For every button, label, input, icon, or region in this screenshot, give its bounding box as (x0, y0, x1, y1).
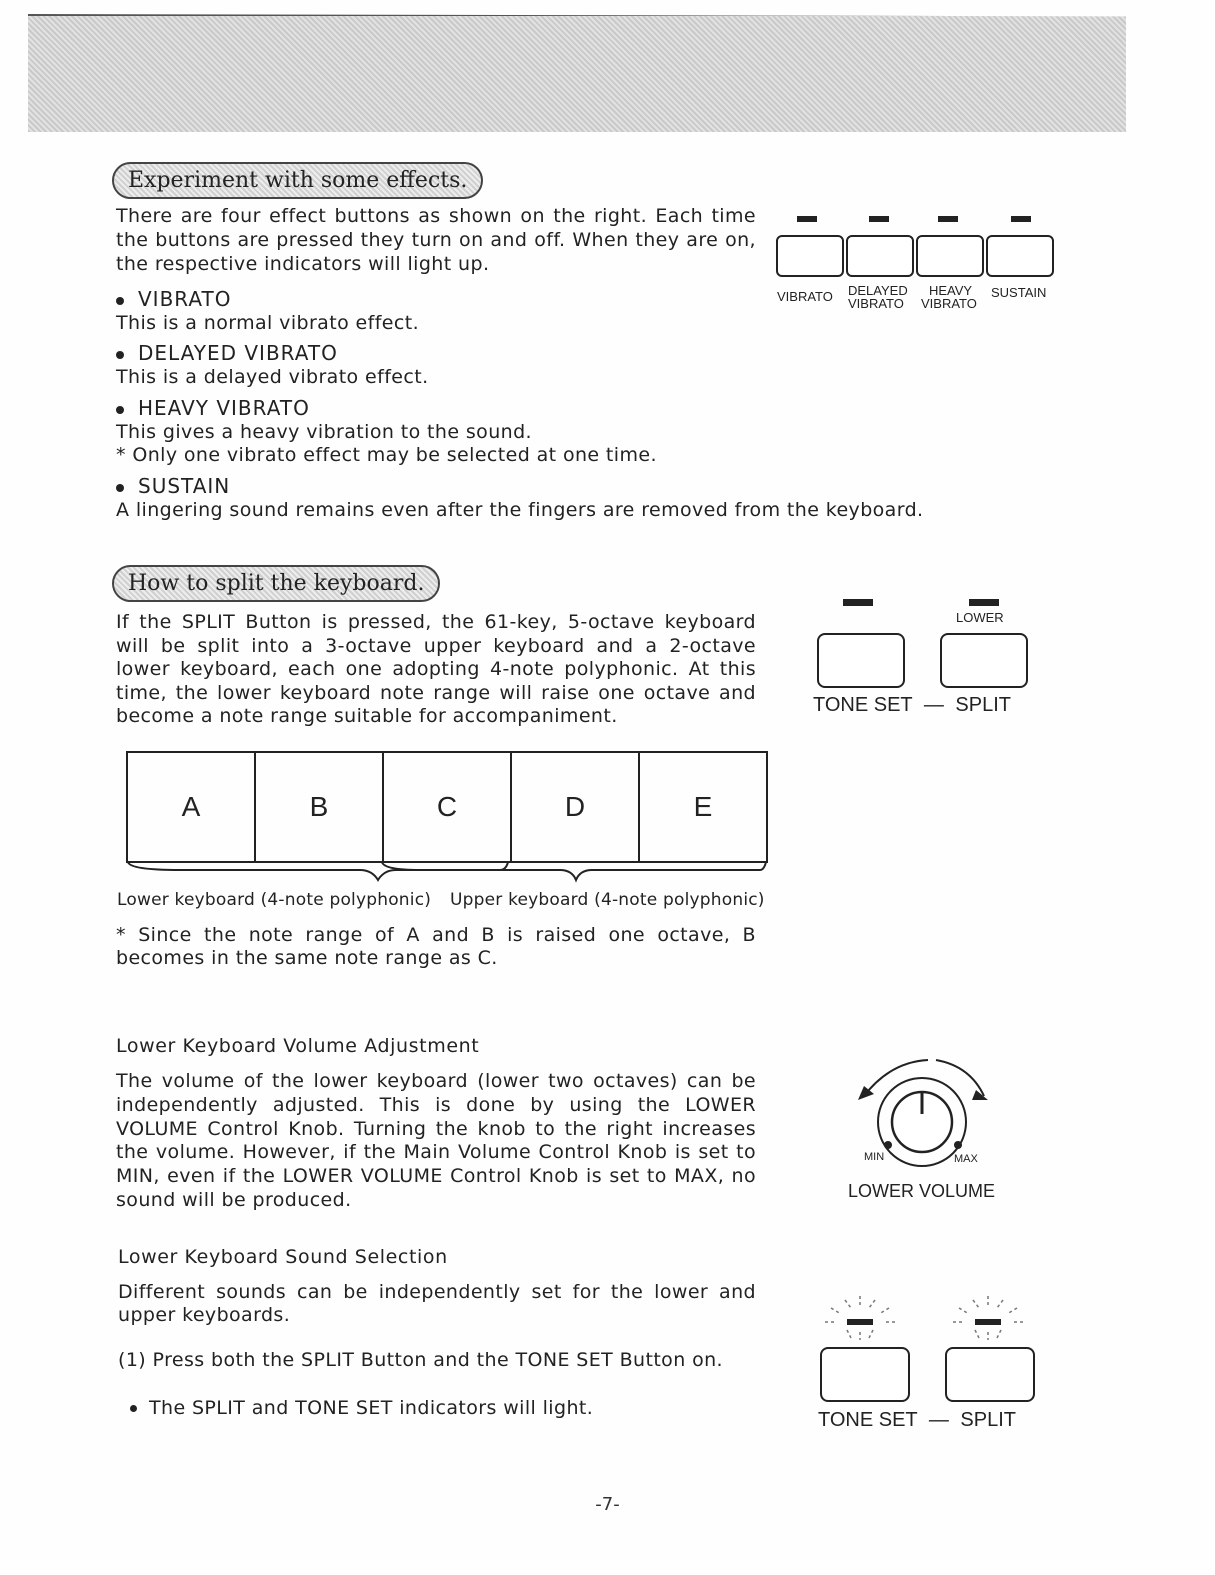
octave-e: E (639, 752, 767, 862)
vibrato-indicator (797, 216, 817, 222)
tone-set-text: TONE SET (813, 694, 913, 716)
octave-b: B (255, 752, 383, 862)
vibrato-desc: This is a normal vibrato effect. (116, 312, 420, 334)
knob-min-label: MIN (864, 1151, 885, 1163)
split-button[interactable] (940, 633, 1028, 688)
cw-arrow-head (972, 1090, 988, 1100)
heavy-vibrato-note: * Only one vibrato effect may be selected at one time. (116, 444, 657, 466)
delayed-label-line2: VIBRATO (848, 296, 904, 311)
split-lit-indicator (943, 1290, 1033, 1342)
vibrato-button-label: VIBRATO (777, 289, 833, 304)
split-section-title: How to split the keyboard. (112, 565, 440, 602)
step-1-bullet (130, 1396, 593, 1420)
heavy-label-line2: VIBRATO (921, 296, 977, 311)
effects-intro: There are four effect buttons as shown on the right. Each time the buttons are pressed they turn on and off. When they are on, the respective indicators will light up. (116, 205, 756, 275)
tone-set-text-2: TONE SET (818, 1409, 918, 1431)
effects-section-title: Experiment with some effects. (112, 162, 483, 199)
lower-volume-heading: Lower Keyboard Volume Adjustment (116, 1035, 480, 1057)
header-banner (28, 14, 1126, 132)
split-text-2: SPLIT (960, 1409, 1016, 1431)
bullet-heavy-vibrato (116, 396, 310, 420)
dash: — (923, 694, 944, 716)
heavy-vibrato-desc: This gives a heavy vibration to the sound. (116, 421, 532, 443)
split-text: SPLIT (955, 694, 1011, 716)
bullet-dot (116, 351, 124, 359)
bullet-dot (130, 1405, 137, 1412)
bullet-sustain-label: SUSTAIN (138, 474, 231, 498)
delayed-vibrato-button[interactable] (846, 235, 914, 277)
split-button-2[interactable] (945, 1347, 1035, 1402)
knob-max-label: MAX (954, 1153, 978, 1165)
delayed-vibrato-indicator (869, 216, 889, 222)
octave-c: C (383, 752, 511, 862)
split-indicator (969, 599, 999, 606)
bullet-dot (116, 297, 124, 305)
octave-d: D (511, 752, 639, 862)
sound-selection-body: Different sounds can be independently set for the lower and upper keyboards. (118, 1281, 756, 1326)
step-1-bullet-text: The SPLIT and TONE SET indicators will light. (149, 1397, 594, 1419)
step-1: (1) Press both the SPLIT Button and the TONE SET Button on. (118, 1349, 723, 1371)
bullet-delayed-vibrato (116, 341, 338, 365)
split-note: * Since the note range of A and B is raised one octave, B becomes in the same note range as C. (116, 924, 756, 969)
sustain-desc: A lingering sound remains even after the fingers are removed from the keyboard. (116, 499, 924, 521)
delayed-label-line1: DELAYED (848, 283, 908, 298)
heavy-label-line1: HEAVY (929, 283, 973, 298)
lower-volume-label: LOWER VOLUME (848, 1181, 996, 1201)
sound-selection-heading: Lower Keyboard Sound Selection (118, 1246, 448, 1268)
heavy-vibrato-indicator (938, 216, 958, 222)
tone-set-split-label-2 (818, 1409, 1016, 1432)
bullet-dot (116, 484, 124, 492)
sustain-button-label: SUSTAIN (991, 285, 1047, 300)
upper-keyboard-label: Upper keyboard (4-note polyphonic) (450, 890, 765, 910)
min-dot (884, 1141, 892, 1149)
delayed-vibrato-desc: This is a delayed vibrato effect. (116, 366, 429, 388)
lower-keyboard-label: Lower keyboard (4-note polyphonic) (117, 890, 432, 910)
sustain-button[interactable] (986, 235, 1054, 277)
max-dot (954, 1141, 962, 1149)
heavy-vibrato-button[interactable] (916, 235, 984, 277)
lower-label: LOWER (956, 610, 1004, 625)
upper-bracket (382, 862, 766, 880)
tone-set-indicator (843, 599, 873, 606)
sustain-indicator (1011, 216, 1031, 222)
split-body: If the SPLIT Button is pressed, the 61-key, 5-octave keyboard will be split into a 3-octave upper keyboard and a 2-octave lower keyboard, each one adopting 4-note polyphonic. At this time, the lower keyboard note range will raise one octave and become a note range suitable for accompaniment. (116, 611, 756, 727)
lower-volume-body: The volume of the lower keyboard (lower two octaves) can be independently adjusted. This is done by using the LOWER VOLUME Control Knob. Turning the knob to the right increases the volume. However, if the Main Volume Control Knob is set to MIN, even if the LOWER VOLUME Control Knob is set to MAX, no sound will be produced. (116, 1070, 756, 1211)
tone-set-button-2[interactable] (820, 1347, 910, 1402)
page-number: -7- (595, 1494, 620, 1515)
tone-set-button[interactable] (817, 633, 905, 688)
tone-set-label (813, 694, 1011, 717)
keyboard-brackets (120, 860, 780, 884)
octave-a: A (127, 752, 255, 862)
tone-set-lit-indicator (815, 1290, 905, 1342)
dash-2: — (928, 1409, 949, 1431)
vibrato-button[interactable] (776, 235, 844, 277)
octave-table (126, 751, 768, 863)
bullet-vibrato-label: VIBRATO (138, 287, 232, 311)
bullet-delayed-vibrato-label: DELAYED VIBRATO (138, 341, 338, 365)
bullet-dot (116, 406, 124, 414)
bullet-heavy-vibrato-label: HEAVY VIBRATO (138, 396, 310, 420)
bullet-sustain (116, 474, 230, 498)
bullet-vibrato (116, 287, 231, 311)
cw-arrow (936, 1060, 984, 1096)
